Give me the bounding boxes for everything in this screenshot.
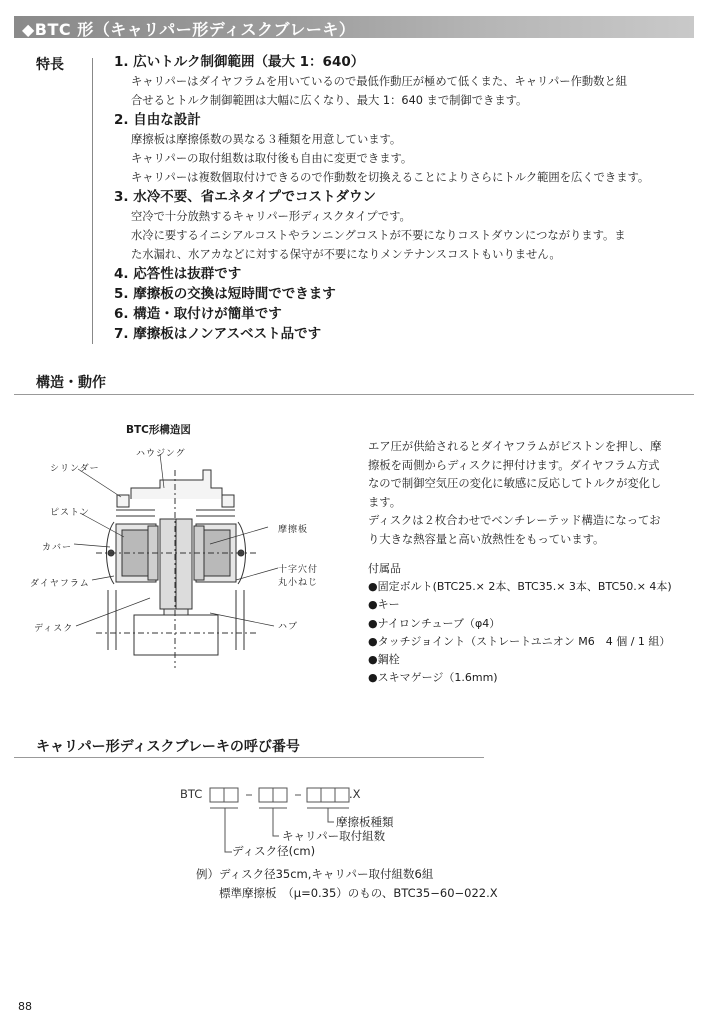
- accessory-item: ●固定ボルト(BTC25.× 2本、BTC35.× 3本、BTC50.× 4本): [368, 580, 672, 593]
- structure-rule: [14, 394, 694, 395]
- label-screw-2: 丸小ねじ: [278, 578, 319, 588]
- accessories-list: [368, 578, 672, 688]
- feature-heading: 6. 構造・取付けが簡単です: [114, 306, 282, 322]
- description-line: ディスクは２枚合わせでベンチレーテッド構造になってお: [368, 514, 661, 527]
- feature-item: [114, 52, 704, 110]
- diagram-title: BTC形構造図: [126, 424, 191, 436]
- feature-heading: 5. 摩擦板の交換は短時間でできます: [114, 286, 336, 302]
- label-cylinder: シリンダー: [50, 464, 100, 474]
- feature-heading: 4. 応答性は抜群です: [114, 266, 242, 282]
- callout-disc-diameter: ディスク径(cm): [232, 844, 316, 858]
- features-label: 特長: [36, 57, 64, 73]
- label-friction-plate: 摩擦板: [278, 525, 309, 535]
- accessory-item: ●キー: [368, 598, 400, 612]
- feature-body-line: 水冷に要するイニシアルコストやランニングコストが不要になりコストダウンにつながります。ま: [131, 229, 626, 242]
- feature-item: [114, 110, 704, 187]
- accessory-item: ●鋼栓: [368, 653, 400, 667]
- designation-heading: キャリパー形ディスクブレーキの呼び番号: [36, 739, 300, 755]
- structure-description: [368, 438, 698, 549]
- features-list: [114, 52, 704, 344]
- feature-heading: 3. 水冷不要、省エネタイプでコストダウン: [114, 189, 376, 205]
- accessory-item: ●タッチジョイント（ストレートユニオン M6 4 個 / 1 組）: [368, 634, 671, 648]
- feature-body-line: 摩擦板は摩擦係数の異なる３種類を用意しています。: [131, 133, 402, 146]
- label-housing: ハウジング: [136, 449, 186, 459]
- accessory-item: ●ナイロンチューブ（φ4）: [368, 616, 501, 630]
- label-screw-1: 十字穴付: [278, 565, 319, 575]
- description-line: なので制御空気圧の変化に敏感に反応してトルクが変化し: [368, 477, 662, 490]
- example-line-2: 標準摩擦板 （μ=0.35）のもの、BTC35−60−022.X: [219, 886, 498, 900]
- feature-body-line: 合せるとトルク制御範囲は大幅に広くなり、最大 1：640 まで制御できます。: [131, 94, 528, 107]
- label-hub: ハブ: [278, 622, 299, 632]
- code-prefix: BTC: [180, 787, 203, 801]
- callout-friction-type: 摩擦板種類: [336, 815, 394, 829]
- label-piston: ピストン: [50, 508, 91, 518]
- description-line: ます。: [368, 495, 401, 509]
- label-disc: ディスク: [34, 624, 74, 634]
- description-line: エア圧が供給されるとダイヤフラムがピストンを押し、摩: [368, 440, 662, 453]
- code-suffix: .X: [349, 787, 361, 801]
- label-diaphragm: ダイヤフラム: [30, 579, 90, 589]
- feature-heading: 1. 広いトルク制御範囲（最大 1：640）: [114, 54, 365, 70]
- feature-body-line: た水漏れ、水アカなどに対する保守が不要になりメンテナンスコストもいりません。: [131, 248, 561, 261]
- description-line: り大きな熱容量と高い放熱性をもっています。: [368, 532, 605, 546]
- page-number: 88: [18, 1000, 32, 1013]
- page-title: ◆BTC 形（キャリパー形ディスクブレーキ）: [22, 20, 356, 39]
- feature-body-line: 空冷で十分放熱するキャリパー形ディスクタイプです。: [131, 210, 411, 223]
- feature-body-line: キャリパーの取付組数は取付後も自由に変更できます。: [131, 152, 413, 165]
- label-cover: カバー: [42, 543, 73, 553]
- example-line-1: 例）ディスク径35cm,キャリパー取付組数6組: [196, 867, 434, 881]
- feature-body-line: キャリパーはダイヤフラムを用いているので最低作動圧が極めて低くまた、キャリパー作動数と組: [131, 75, 628, 88]
- description-line: 擦板を両側からディスクに押付けます。ダイヤフラム方式: [368, 458, 660, 472]
- callout-caliper-count: キャリパー取付組数: [282, 829, 386, 843]
- designation-rule: [14, 757, 484, 758]
- feature-heading: 2. 自由な設計: [114, 112, 201, 128]
- accessories-heading: 付属品: [368, 562, 401, 575]
- feature-body-line: キャリパーは複数個取付けできるので作動数を切換えることによりさらにトルク範囲を広くできます。: [131, 171, 650, 184]
- feature-heading: 7. 摩擦板はノンアスベスト品です: [114, 326, 322, 342]
- accessory-item: ●スキマゲージ（1.6mm): [368, 671, 498, 685]
- feature-item: [114, 187, 704, 264]
- features-divider: [92, 58, 93, 344]
- caliper-diagram: [0, 440, 360, 670]
- structure-heading: 構造・動作: [36, 375, 106, 391]
